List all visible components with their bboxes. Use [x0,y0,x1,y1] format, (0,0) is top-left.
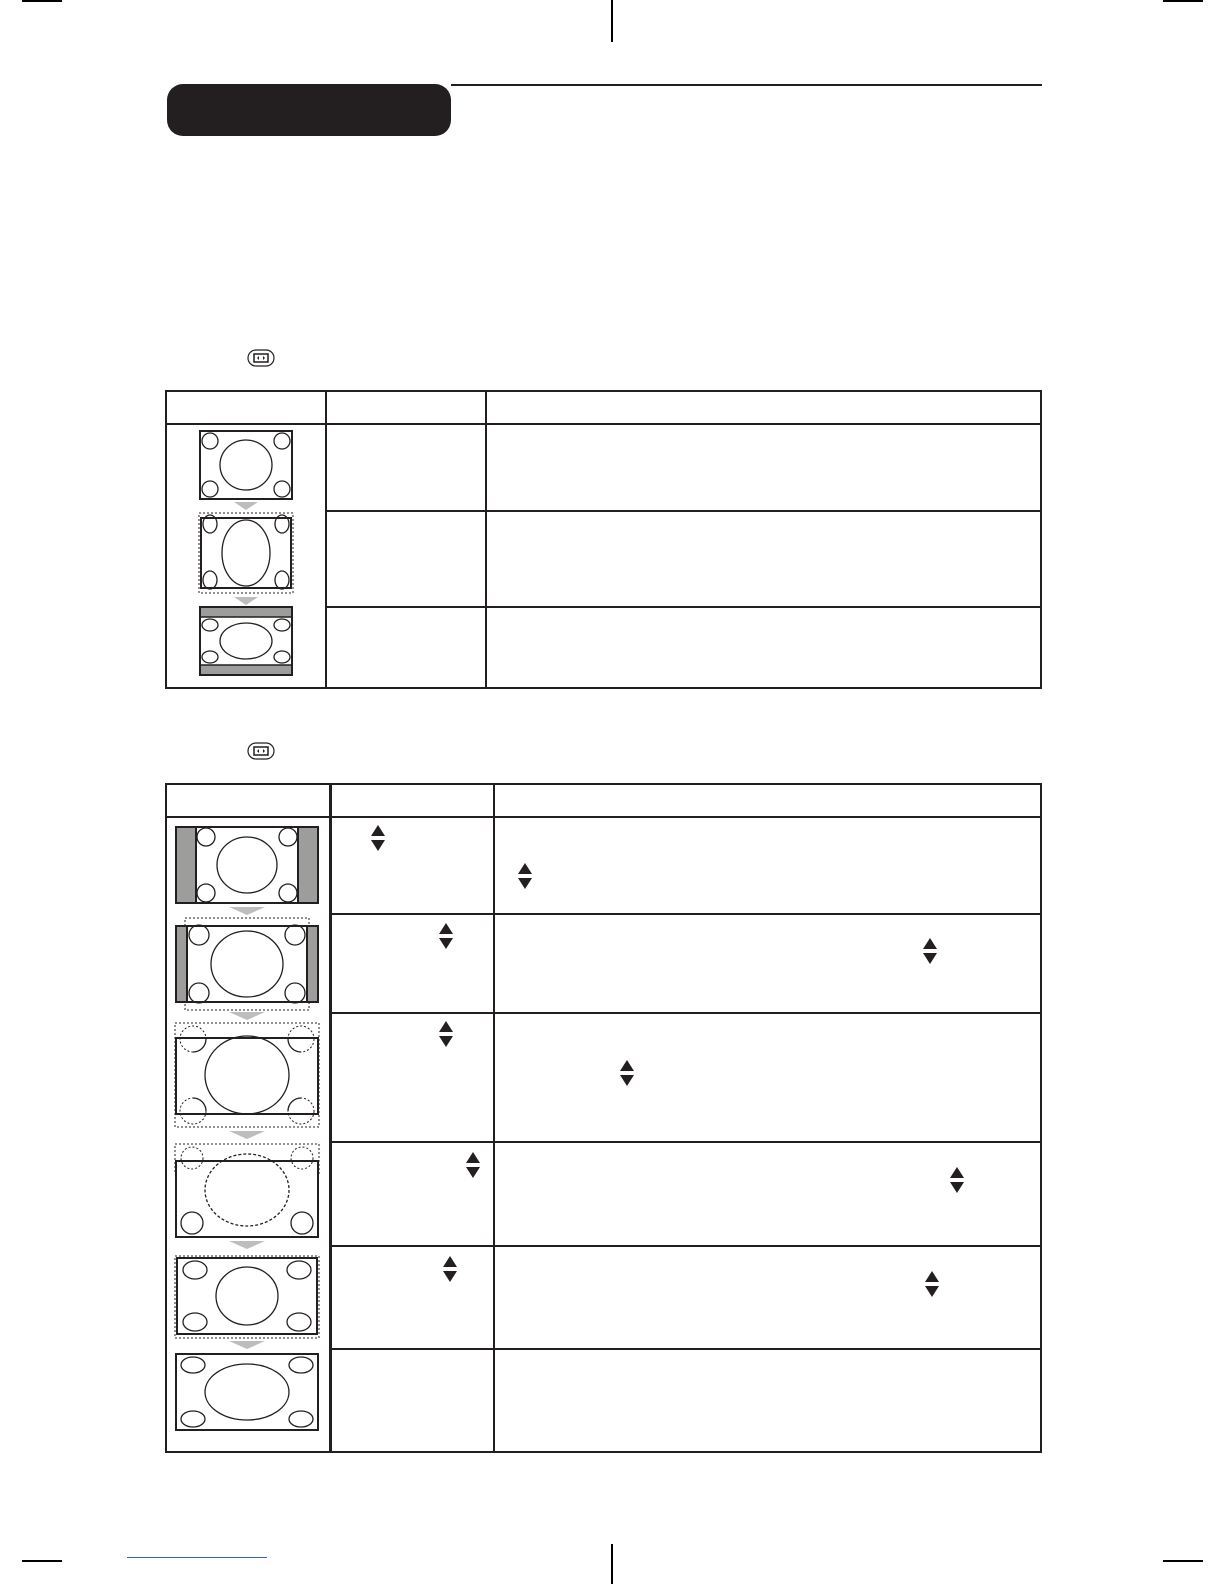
crop-mark-top-left [22,0,62,2]
crop-mark-top-center [611,0,613,42]
format-super-wide-illustration [174,1255,320,1339]
table2-header-divider [165,816,1042,818]
footer-link[interactable] [127,1557,267,1558]
down-marker-icon [234,597,258,605]
table1-col-divider-2 [485,390,487,689]
crop-mark-bottom-center [611,1544,613,1584]
format-16-9-zoom-illustration [174,1022,320,1128]
crop-mark-top-right [1163,0,1203,2]
up-down-arrows-icon [518,863,532,891]
format-button-icon [247,349,275,367]
table2-row-divider-4 [331,1245,1042,1247]
table1-header-divider [165,423,1042,425]
format-14-9-illustration [174,917,320,1011]
crop-mark-bottom-right [1163,1560,1203,1562]
up-down-arrows-icon [439,1021,453,1049]
up-down-arrows-icon [443,1256,457,1284]
up-down-arrows-icon [620,1060,634,1088]
format-table-4-3 [165,390,1042,689]
up-down-arrows-icon [371,825,385,853]
up-down-arrows-icon [466,1152,480,1180]
down-marker-icon [229,1012,265,1020]
section-heading-tab [167,84,451,136]
format-button-icon [247,742,275,760]
table1-row-divider-1 [325,510,1042,512]
down-marker-icon [229,1131,265,1139]
format-widescreen-illustration [175,1353,319,1431]
table2-row-divider-3 [331,1141,1042,1143]
format-expand-4-3-illustration [198,512,294,594]
format-compress-16-9-illustration [199,606,293,676]
down-marker-icon [229,907,265,915]
up-down-arrows-icon [439,923,453,951]
crop-mark-bottom-left [22,1560,62,1562]
table1-row-divider-2 [325,606,1042,608]
up-down-arrows-icon [923,938,937,966]
up-down-arrows-icon [925,1271,939,1299]
table2-col-divider-1 [329,783,332,1453]
table1-col-divider-1 [325,390,327,689]
down-marker-icon [229,1241,265,1249]
table2-col-divider-2 [493,783,495,1453]
heading-rule [451,84,1042,86]
format-4-3-on-widescreen-illustration [175,826,319,904]
table2-row-divider-2 [331,1012,1042,1014]
format-subtitle-zoom-illustration [174,1143,320,1239]
table2-row-divider-5 [331,1348,1042,1350]
down-marker-icon [229,1341,265,1349]
table2-row-divider-1 [331,913,1042,915]
up-down-arrows-icon [950,1167,964,1195]
down-marker-icon [234,502,258,510]
format-4-3-illustration [199,430,293,500]
